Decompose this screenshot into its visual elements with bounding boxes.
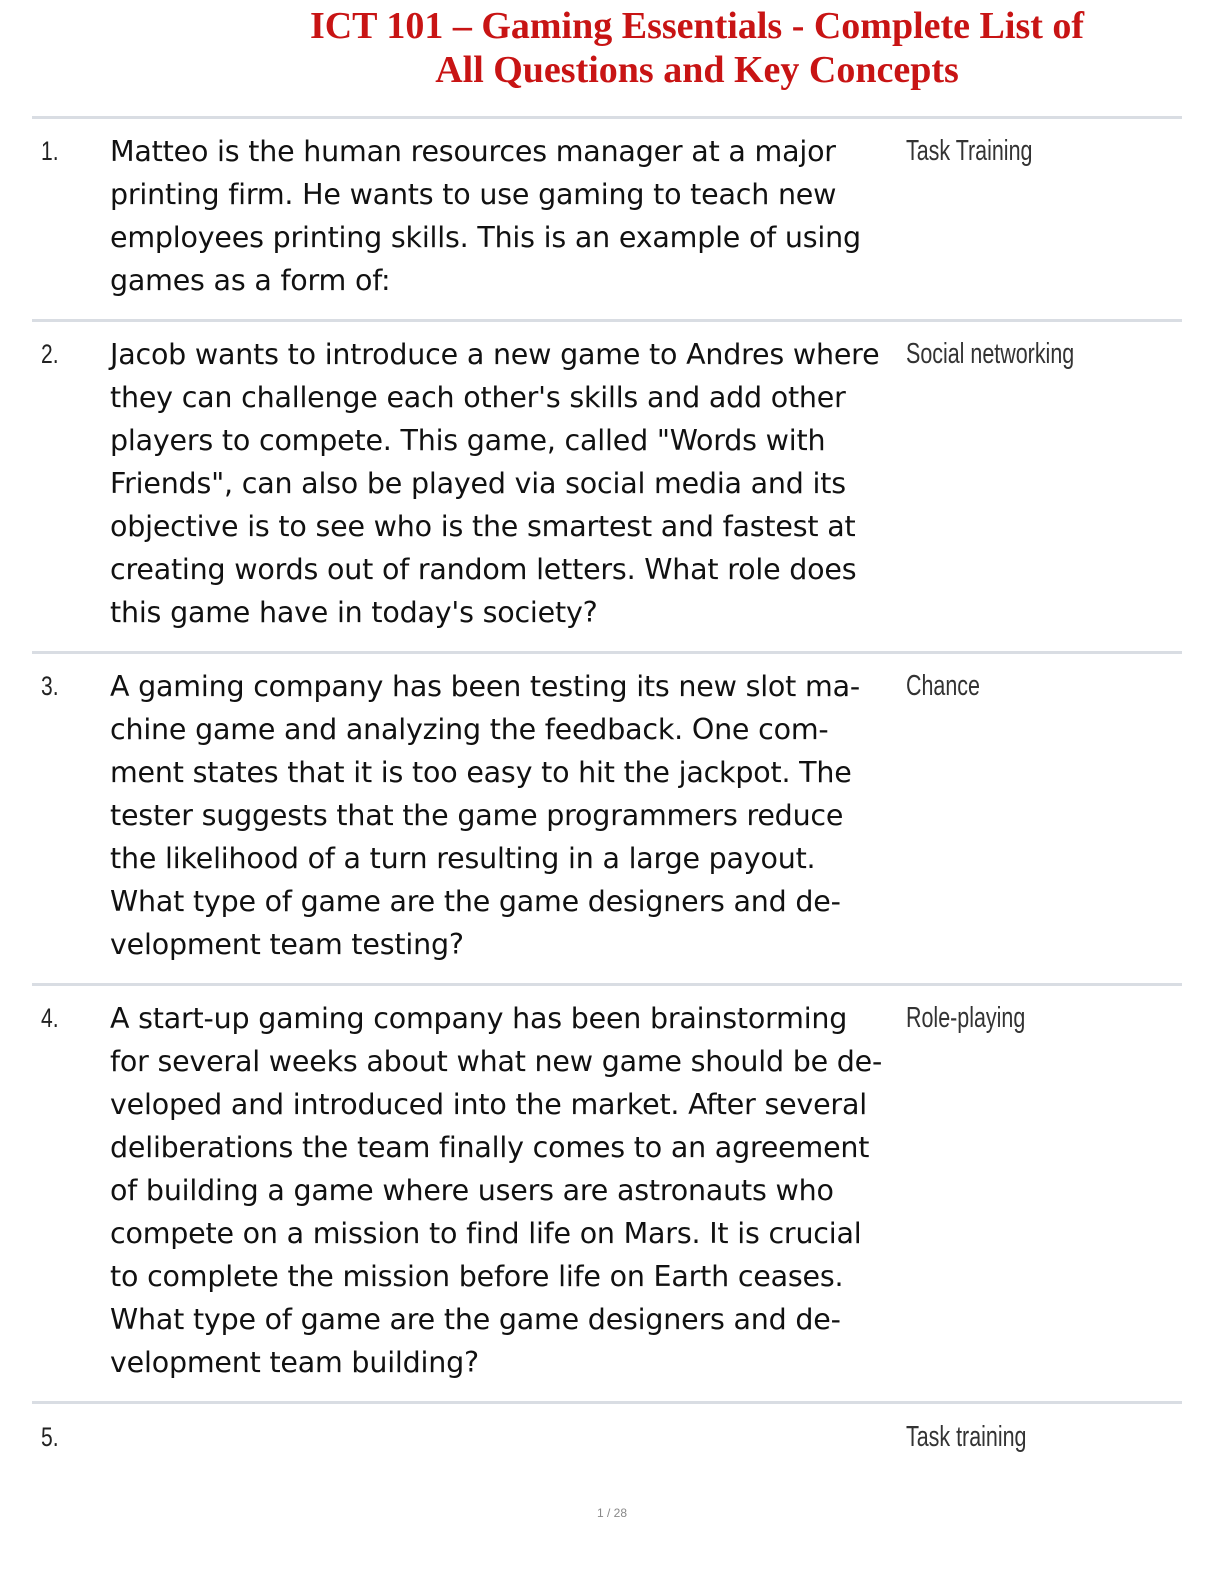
question-line: veloped and introduced into the market. After several [110,1088,867,1121]
title-line-2: All Questions and Key Concepts [435,49,959,91]
answer-text: Task Training [906,135,1033,167]
question-line: creating words out of random letters. What role does [110,553,857,586]
question-line: Jacob wants to introduce a new game to Andres where [110,338,880,371]
question-line: chine game and analyzing the feedback. One com- [110,713,829,746]
question-line: velopment team testing? [110,928,464,961]
question-line: they can challenge each other's skills and add other [110,381,846,414]
question-line: the likelihood of a turn resulting in a large payout. [110,842,816,875]
question-line: A gaming company has been testing its new slot ma- [110,670,860,703]
divider [32,1401,1182,1404]
title-line-1: ICT 101 – Gaming Essentials - Complete List of [309,5,1085,47]
question-line: to complete the mission before life on Earth ceases. [110,1260,844,1293]
divider [32,319,1182,322]
answer-text: Chance [906,670,980,702]
answer-text: Social networking [906,338,1075,370]
answer-text: Task training [906,1421,1027,1453]
question-line: deliberations the team finally comes to an agreement [110,1131,870,1164]
question-line: this game have in today's society? [110,596,598,629]
question-text [110,997,900,1384]
question-line: Friends", can also be played via social media and its [110,467,846,500]
question-line: for several weeks about what new game should be de- [110,1045,883,1078]
question-line: tester suggests that the game programmers reduce [110,799,844,832]
divider [32,116,1182,119]
question-line: Matteo is the human resources manager at a major [110,135,836,168]
question-line: What type of game are the game designers and de- [110,1303,841,1336]
question-line: velopment team building? [110,1346,479,1379]
question-line: players to compete. This game, called "Words with [110,424,826,457]
question-line: games as a form of: [110,264,391,297]
question-line: of building a game where users are astronauts who [110,1174,834,1207]
question-number: 3. [41,671,59,701]
divider [32,983,1182,986]
question-line: objective is to see who is the smartest and fastest at [110,510,856,543]
question-number: 4. [41,1003,59,1033]
question-line: employees printing skills. This is an example of using [110,221,861,254]
document-title [0,4,1224,92]
divider [32,651,1182,654]
question-line: What type of game are the game designers and de- [110,885,841,918]
question-line: compete on a mission to find life on Mars. It is crucial [110,1217,862,1250]
question-text [110,333,900,634]
question-line: ment states that it is too easy to hit the jackpot. The [110,756,852,789]
question-number: 5. [41,1422,59,1452]
question-line: printing firm. He wants to use gaming to teach new [110,178,837,211]
question-text [110,665,900,966]
question-line: A start-up gaming company has been brainstorming [110,1002,848,1035]
page-indicator: 1 / 28 [596,1506,628,1520]
question-text [110,130,900,302]
question-number: 2. [41,339,59,369]
answer-text: Role-playing [906,1002,1026,1034]
question-number: 1. [41,136,59,166]
